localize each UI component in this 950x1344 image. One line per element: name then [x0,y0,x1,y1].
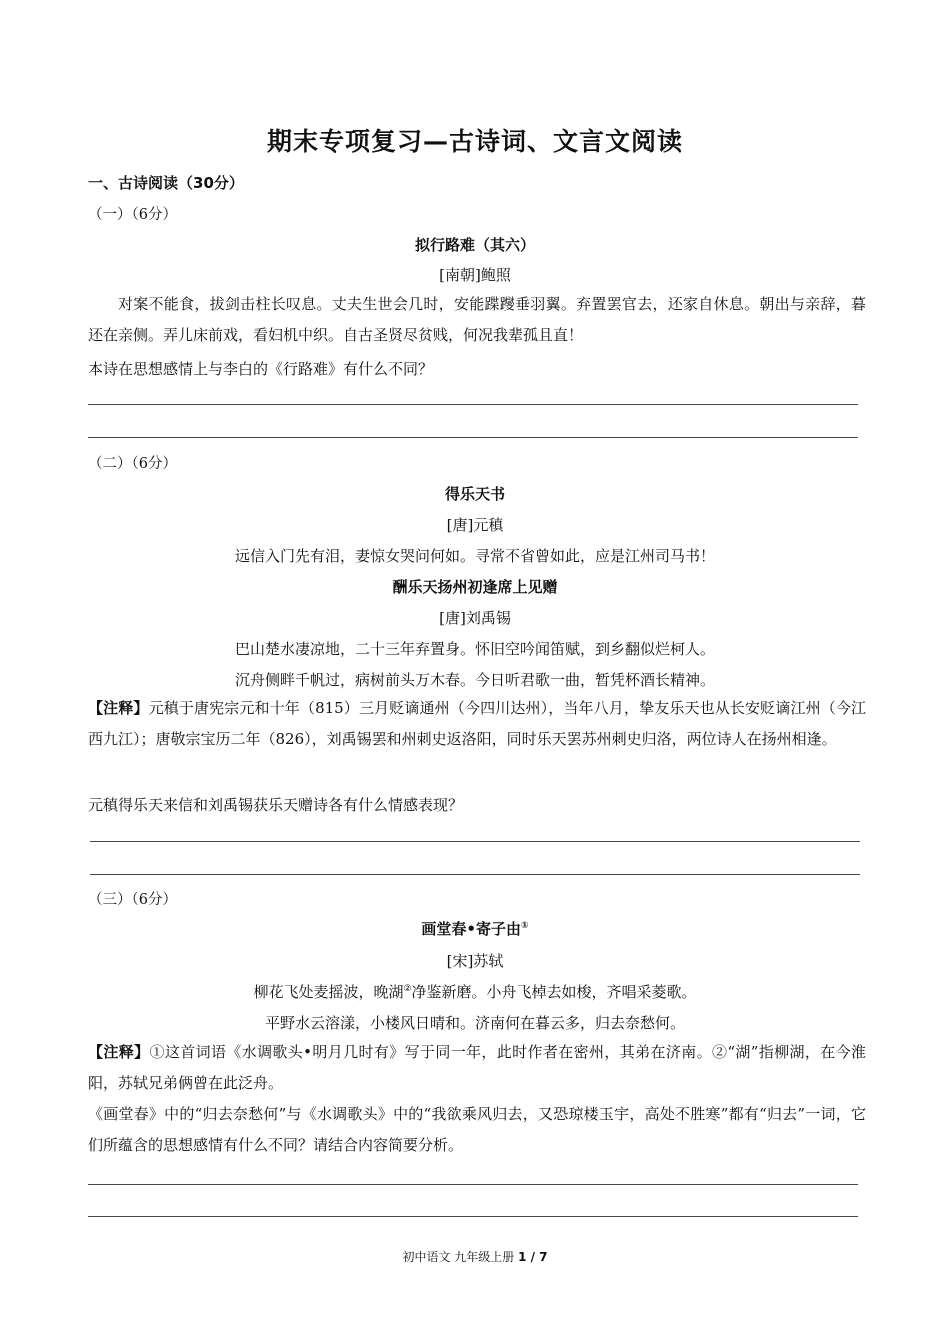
page-title: 期末专项复习—古诗词、文言文阅读 [266,127,683,156]
note-label: 【注释】 [88,1043,150,1061]
answer-line[interactable] [88,404,858,405]
part1-poem-text: 对案不能食，拔剑击柱长叹息。丈夫生世会几时，安能蹀躞垂羽翼。弃置罢官去，还家自休息。朝出与亲辞，暮还在亲侧。弄儿床前戏，看妇机中织。自古圣贤尽贫贱，何况我辈孤且直！ [88,295,866,344]
answer-line[interactable] [88,1216,858,1217]
part2-poem1-author: [唐]元稹 [446,516,504,534]
section-heading: 一、古诗阅读（30分） [88,174,244,192]
footnote-marker: ② [403,984,412,994]
part2-label: （二）（6分） [88,456,177,472]
part2-poem2-line2: 沉舟侧畔千帆过，病树前头万木春。今日听君歌一曲，暂凭杯酒长精神。 [234,671,715,689]
part2-poem2-line1: 巴山楚水凄凉地，二十三年弃置身。怀旧空吟闻笛赋，到乡翻似烂柯人。 [234,640,715,658]
part1-author: [南朝]鲍照 [439,266,511,284]
part3-line1: 柳花飞处麦摇波，晚湖②净鉴新磨。小舟飞棹去如梭，齐唱采菱歌。 [253,983,697,1001]
part3-label: （三）（6分） [88,892,177,908]
page-footer: 初中语文 九年级上册 1 / 7 [402,1250,548,1264]
footnote-marker: ① [520,921,529,931]
part3-poem-title: 画堂春•寄子由① [421,920,529,938]
part1-question: 本诗在思想感情上与李白的《行路难》有什么不同？ [88,360,434,378]
page-number: 1 / 7 [518,1250,548,1264]
part3-line2: 平野水云溶漾，小楼风日晴和。济南何在暮云多，归去奈愁何。 [264,1014,685,1032]
part3-note [88,1037,866,1099]
part2-poem2-title: 酬乐天扬州初逢席上见赠 [392,578,558,596]
note-text: 元稹于唐宪宗元和十年（815）三月贬谪通州（今四川达州），当年八月，挚友乐天也从长安贬谪江州（今江西九江）；唐敬宗宝历二年（826），刘禹锡罢和州刺史返洛阳，同时乐天罢苏州刺史归洛，两位诗人在扬州相逢。 [88,699,866,748]
part1-label: （一）（6分） [88,207,177,223]
part2-poem1-line: 远信入门先有泪，妻惊女哭问何如。寻常不省曾如此，应是江州司马书！ [234,547,715,565]
answer-line[interactable] [90,874,860,875]
part2-poem1-title: 得乐天书 [444,485,505,503]
note-label: 【注释】 [88,699,149,717]
part3-question: 《画堂春》中的“归去奈愁何”与《水调歌头》中的“我欲乘风归去，又恐琼楼玉宇，高处不胜寒”都有“归去”一词，它们所蕴含的思想感情有什么不同？请结合内容简要分析。 [88,1105,866,1154]
part2-note [88,693,866,755]
answer-line[interactable] [88,1184,858,1185]
part2-question: 元稹得乐天来信和刘禹锡获乐天赠诗各有什么情感表现？ [88,796,464,814]
answer-line[interactable] [88,437,858,438]
part1-poem-title: 拟行路难（其六） [414,236,535,254]
answer-line[interactable] [90,841,860,842]
part3-author: [宋]苏轼 [446,952,504,970]
note-text: ①这首词语《水调歌头•明月几时有》写于同一年，此时作者在密州，其弟在济南。②“湖”指柳湖，在今淮阳，苏轼兄弟俩曾在此泛舟。 [88,1043,866,1092]
part2-poem2-author: [唐]刘禹锡 [439,609,511,627]
